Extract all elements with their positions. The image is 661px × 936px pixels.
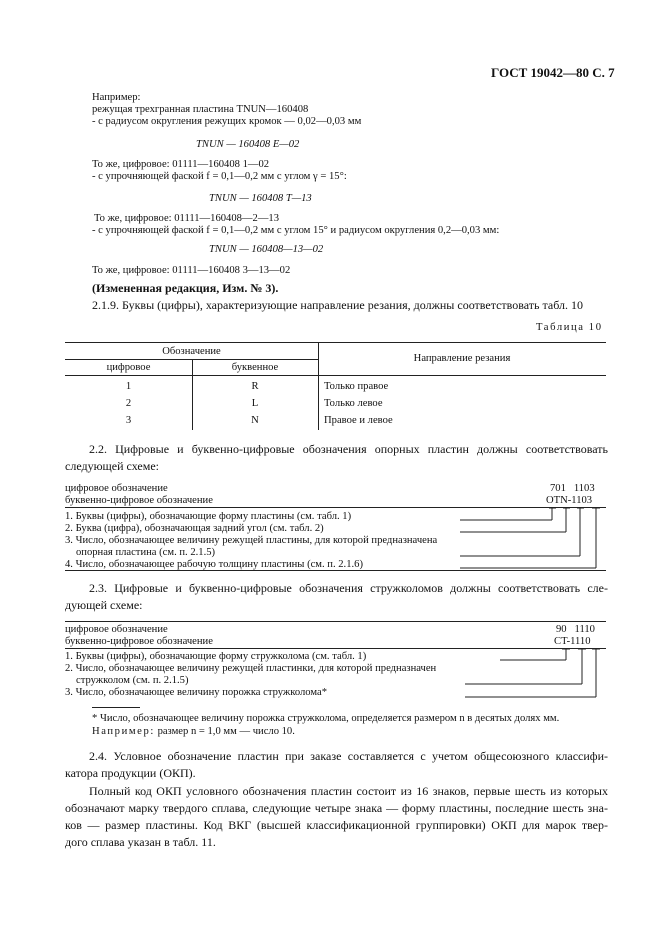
example-line: То же, цифровое: 01111—160408 3—13—02 xyxy=(92,265,291,276)
scheme-label-digit: цифровое обозначение xyxy=(65,624,168,635)
scheme-label-alnum: буквенно-цифровое обозначение xyxy=(65,636,213,647)
revision-note: (Измененная редакция, Изм. № 3). xyxy=(92,281,279,295)
example-line: - с упрочняющей фаской f = 0,1—0,2 мм с углом γ = 15°: xyxy=(92,171,347,182)
scheme-item: 1. Буквы (цифры), обозначающие форму стружколома (см. табл. 1) xyxy=(65,651,367,662)
footnote-example-text: размер n = 1,0 мм — число 10. xyxy=(157,726,295,737)
table-cell-direction: Только правое xyxy=(324,381,389,392)
example-line: То же, цифровое: 01111—160408 1—02 xyxy=(92,159,270,170)
clause-2-3: 2.3. Цифровые и буквенно-цифровые обозначения стружколомов должны соответствовать сле- дующей схеме: xyxy=(65,581,608,612)
clause-2-1-9: 2.1.9. Буквы (цифры), характеризующие направление резания, должны соответствовать табл. 10 xyxy=(92,298,583,312)
table-cell-direction: Только левое xyxy=(324,398,383,409)
scheme-item: стружколом (см. п. 2.1.5) xyxy=(76,675,189,686)
scheme-label-alnum: буквенно-цифровое обозначение xyxy=(65,495,213,506)
scheme-item: 2. Число, обозначающее величину режущей пластинки, для которой предназначен xyxy=(65,663,437,674)
clause-2-4: 2.4. Условное обозначение пластин при заказе составляется с учетом общесоюзного классифи- катора продукции (ОКП). xyxy=(65,749,608,780)
table-cell-digit: 2 xyxy=(125,398,132,409)
footnote-example-label: Например: xyxy=(92,726,155,737)
scheme-code-alnum: CT-1110 xyxy=(554,636,591,647)
table-caption: Таблица 10 xyxy=(536,322,603,333)
table-col-header-letter: буквенное xyxy=(231,362,279,373)
scheme-item: 4. Число, обозначающее рабочую толщину пластины (см. п. 2.1.6) xyxy=(65,559,363,570)
example-line: - с упрочняющей фаской f = 0,1—0,2 мм с углом 15° и радиусом округления 0,2—0,03 мм: xyxy=(92,225,500,236)
table-cell-direction: Правое и левое xyxy=(324,415,393,426)
footnote-example xyxy=(92,725,295,738)
table-group-header: Обозначение xyxy=(162,346,221,357)
scheme-item: 1. Буквы (цифры), обозначающие форму пластины (см. табл. 1) xyxy=(65,511,352,522)
scheme-item: 3. Число, обозначающее величину порожка стружколома* xyxy=(65,687,328,698)
scheme-item: 3. Число, обозначающее величину режущей пластины, для которой предназначена xyxy=(65,535,438,546)
footnote-text: * Число, обозначающее величину порожка стружколома, определяется размером n в десятых долях мм. xyxy=(92,713,560,724)
scheme-code-digit: 90 1110 xyxy=(556,624,595,635)
example-code: TNUN — 160408 E—02 xyxy=(196,139,300,150)
table-cell-digit: 3 xyxy=(125,415,132,426)
table-cell-letter: R xyxy=(251,381,259,392)
scheme-code-digit: 701 1103 xyxy=(550,483,595,494)
example-code: TNUN — 160408—13—02 xyxy=(209,244,324,255)
table-cell-letter: N xyxy=(251,415,259,426)
example-line: режущая трехгранная пластина TNUN—160408 xyxy=(92,104,309,115)
example-code: TNUN — 160408 T—13 xyxy=(209,193,312,204)
scheme-label-digit: цифровое обозначение xyxy=(65,483,168,494)
page-header: ГОСТ 19042—80 С. 7 xyxy=(491,65,615,80)
scheme-item: 2. Буква (цифра), обозначающая задний угол (см. табл. 2) xyxy=(65,523,324,534)
example-line: То же, цифровое: 01111—160408—2—13 xyxy=(94,213,280,224)
clause-2-2: 2.2. Цифровые и буквенно-цифровые обозначения опорных пластин должны соответствовать следующей схеме: xyxy=(65,442,608,473)
example-intro: Например: xyxy=(92,92,141,103)
example-line: - с радиусом округления режущих кромок — 0,02—0,03 мм xyxy=(92,116,362,127)
table-cell-digit: 1 xyxy=(125,381,132,392)
scheme-code-alnum: OTN-1103 xyxy=(546,495,593,506)
table-col-header-digit: цифровое xyxy=(106,362,151,373)
paragraph-okp: Полный код ОКП условного обозначения пластин состоит из 16 знаков, первые шесть из которых обозначают марку твердого сплава, следующие четыре знака — форму пластины, последние шесть зна- ков — размер пластины. Код ВКГ (высшей классификационной группировки) ОКП для марок твер- дого сплава указан в табл. 11. xyxy=(65,784,608,849)
table-col-header-direction: Направление резания xyxy=(413,353,511,364)
scheme-item: опорная пластина (см. п. 2.1.5) xyxy=(76,547,216,558)
table-cell-letter: L xyxy=(251,398,259,409)
